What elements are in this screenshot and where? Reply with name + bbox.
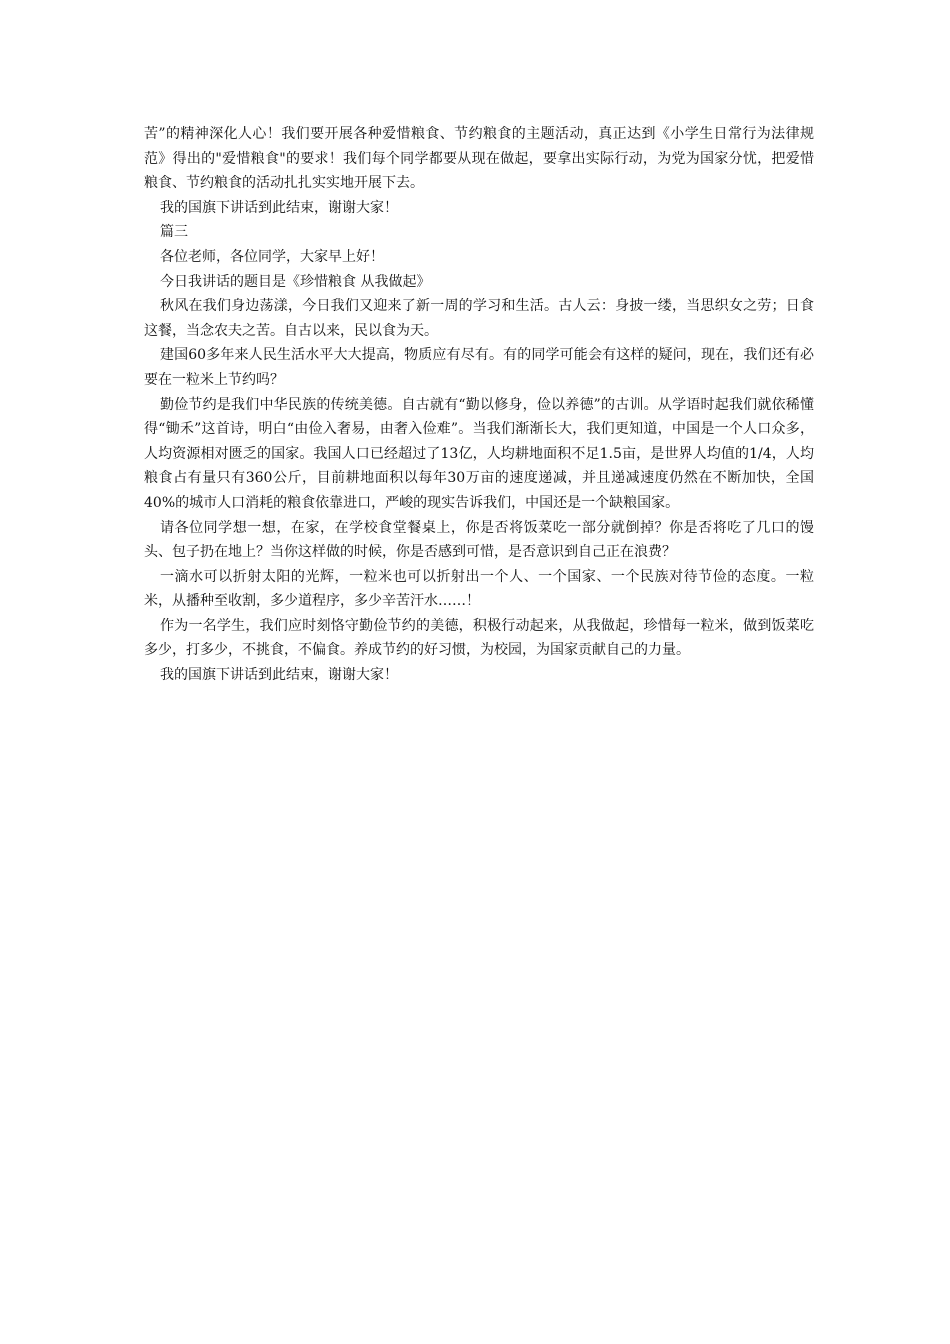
paragraph: 苦”的精神深化人心！我们要开展各种爱惜粮食、节约粮食的主题活动，真正达到《小学生日常行为法律规范》得出的"爱惜粮食"的要求！我们每个同学都要从现在做起，要拿出实际行动，为党为国家分忧，把爱惜粮食、节约粮食的活动扎扎实实地开展下去。 bbox=[144, 126, 814, 192]
paragraph: 一滴水可以折射太阳的光辉，一粒米也可以折射出一个人、一个国家、一个民族对待节俭的态度。一粒米，从播种至收割，多少道程序，多少辛苦汗水……！ bbox=[144, 568, 814, 610]
closing-remark: 我的国旗下讲话到此结束，谢谢大家！ bbox=[160, 199, 398, 216]
section-heading: 篇三 bbox=[160, 224, 188, 241]
paragraph: 勤俭节约是我们中华民族的传统美德。自古就有“勤以修身，俭以养德”的古训。从学语时起我们就依稀懂得“锄禾”这首诗，明白“由俭入奢易，由奢入俭难”。当我们渐渐长大，我们更知道，中国是一个人口众多，人均资源相对匮乏的国家。我国人口已经超过了13亿，人均耕地面积不足1.5亩，是世界人均值的1/4，人均粮食占有量只有360公斤，目前耕地面积以每年30万亩的速度递减，并且递减速度仍然在不断加快，全国40%的城市人口消耗的粮食依靠进口，严峻的现实告诉我们，中国还是一个缺粮国家。 bbox=[144, 396, 814, 511]
document-body bbox=[144, 122, 814, 688]
paragraph: 作为一名学生，我们应时刻恪守勤俭节约的美德，积极行动起来，从我做起，珍惜每一粒米，做到饭菜吃多少，打多少，不挑食，不偏食。养成节约的好习惯，为校园，为国家贡献自己的力量。 bbox=[144, 617, 814, 659]
paragraph: 建国60多年来人民生活水平大大提高，物质应有尽有。有的同学可能会有这样的疑问，现在，我们还有必要在一粒米上节约吗？ bbox=[144, 347, 814, 388]
paragraph: 请各位同学想一想，在家，在学校食堂餐桌上，你是否将饭菜吃一部分就倒掉？你是否将吃了几口的馒头、包子扔在地上？当你这样做的时候，你是否感到可惜，是否意识到自己正在浪费？ bbox=[144, 519, 814, 561]
paragraph: 秋风在我们身边荡漾，今日我们又迎来了新一周的学习和生活。古人云：身披一缕，当思织女之劳；日食这餐，当念农夫之苦。自古以来，民以食为天。 bbox=[144, 298, 814, 339]
greeting: 各位老师，各位同学，大家早上好！ bbox=[160, 248, 384, 265]
speech-topic: 今日我讲话的题目是《珍惜粮食 从我做起》 bbox=[160, 273, 431, 290]
closing-remark: 我的国旗下讲话到此结束，谢谢大家！ bbox=[160, 667, 398, 684]
